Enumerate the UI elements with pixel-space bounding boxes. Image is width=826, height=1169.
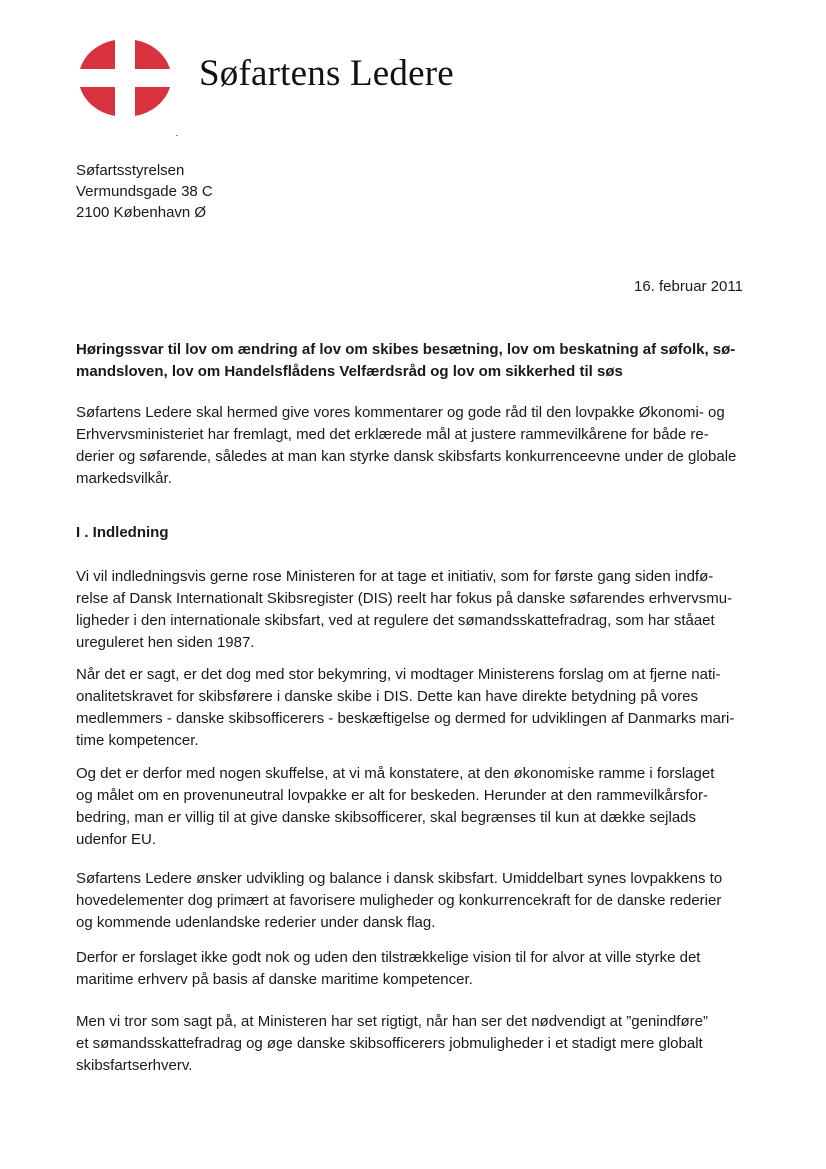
text-line: time kompetencer. [76,732,199,749]
text-line: et sømandsskattefradrag og øge danske skibsofficerers jobmuligheder i et stadigt mere globalt [76,1035,703,1052]
text-line: og kommende udenlandske rederier under dansk flag. [76,914,436,931]
scan-speck [176,135,178,136]
text-line: derier og søfarende, således at man kan styrke dansk skibsfarts konkurrenceevne under de globale [76,448,737,465]
text-line: relse af Dansk Internationalt Skibsregister (DIS) reelt har fokus på danske søfarendes erhvervsmu- [76,590,733,607]
subject-line: Høringssvar til lov om ændring af lov om skibes besætning, lov om beskatning af søfolk, sø- [76,341,736,358]
address-line: Vermundsgade 38 C [76,183,213,200]
text-line: bedring, man er villig til at give danske skibsofficerer, skal begrænses til kun at dække sejlads [76,809,697,826]
text-line: Vi vil indledningsvis gerne rose Ministeren for at tage et initiativ, som for første gang siden indfø- [76,568,714,585]
body-paragraph [76,664,756,752]
text-line: onalitetskravet for skibsførere i danske skibe i DIS. Dette kan have direkte betydning på vores [76,688,698,705]
text-line: medlemmers - danske skibsofficerers - beskæftigelse og dermed for udviklingen af Danmarks mari- [76,710,735,727]
body-paragraph [76,1011,756,1077]
text-line: hovedelementer dog primært at favorisere muligheder og konkurrencekraft for de danske rederier [76,892,722,909]
body-paragraph [76,868,756,934]
address-line: 2100 København Ø [76,204,207,221]
body-paragraph [76,763,756,851]
text-line: Erhvervsministeriet har fremlagt, med det erklærede mål at justere rammevilkårene for både re- [76,426,709,443]
intro-paragraph [76,402,756,490]
text-line: Søfartens Ledere skal hermed give vores kommentarer og gode råd til den lovpakke Økonomi- og [76,404,725,421]
text-line: Søfartens Ledere ønsker udvikling og balance i dansk skibsfart. Umiddelbart synes lovpakkens to [76,870,723,887]
text-line: Derfor er forslaget ikke godt nok og uden den tilstrækkelige vision til for alvor at ville styrke det [76,949,701,966]
text-line: maritime erhverv på basis af danske maritime kompetencer. [76,971,473,988]
text-line: ureguleret hen siden 1987. [76,634,255,651]
body-paragraph [76,947,756,991]
body-paragraph [76,566,756,654]
text-line: markedsvilkår. [76,470,172,487]
address-line: Søfartsstyrelsen [76,162,185,179]
subject-line: mandsloven, lov om Handelsflådens Velfærdsråd og lov om sikkerhed til søs [76,363,623,380]
letter-subject [76,339,736,383]
text-line: udenfor EU. [76,831,157,848]
letter-date: 16. februar 2011 [634,278,743,295]
organization-name: Søfartens Ledere [199,53,454,94]
text-line: Men vi tror som sagt på, at Ministeren har set rigtigt, når han ser det nødvendigt at ”genindføre” [76,1013,708,1030]
text-line: ligheder i den internationale skibsfart, ved at regulere det sømandsskattefradrag, som har ståaet [76,612,715,629]
section-heading: I . Indledning [76,524,169,541]
text-line: Og det er derfor med nogen skuffelse, at vi må konstatere, at den økonomiske ramme i forslaget [76,765,715,782]
søfartens-ledere-logo [76,38,174,118]
text-line: og målet om en provenuneutral lovpakke er alt for beskeden. Herunder at den rammevilkårsfor- [76,787,708,804]
text-line: Når det er sagt, er det dog med stor bekymring, vi modtager Ministerens forslag om at fjerne nati- [76,666,721,683]
recipient-address [76,160,213,223]
text-line: skibsfartserhverv. [76,1057,193,1074]
